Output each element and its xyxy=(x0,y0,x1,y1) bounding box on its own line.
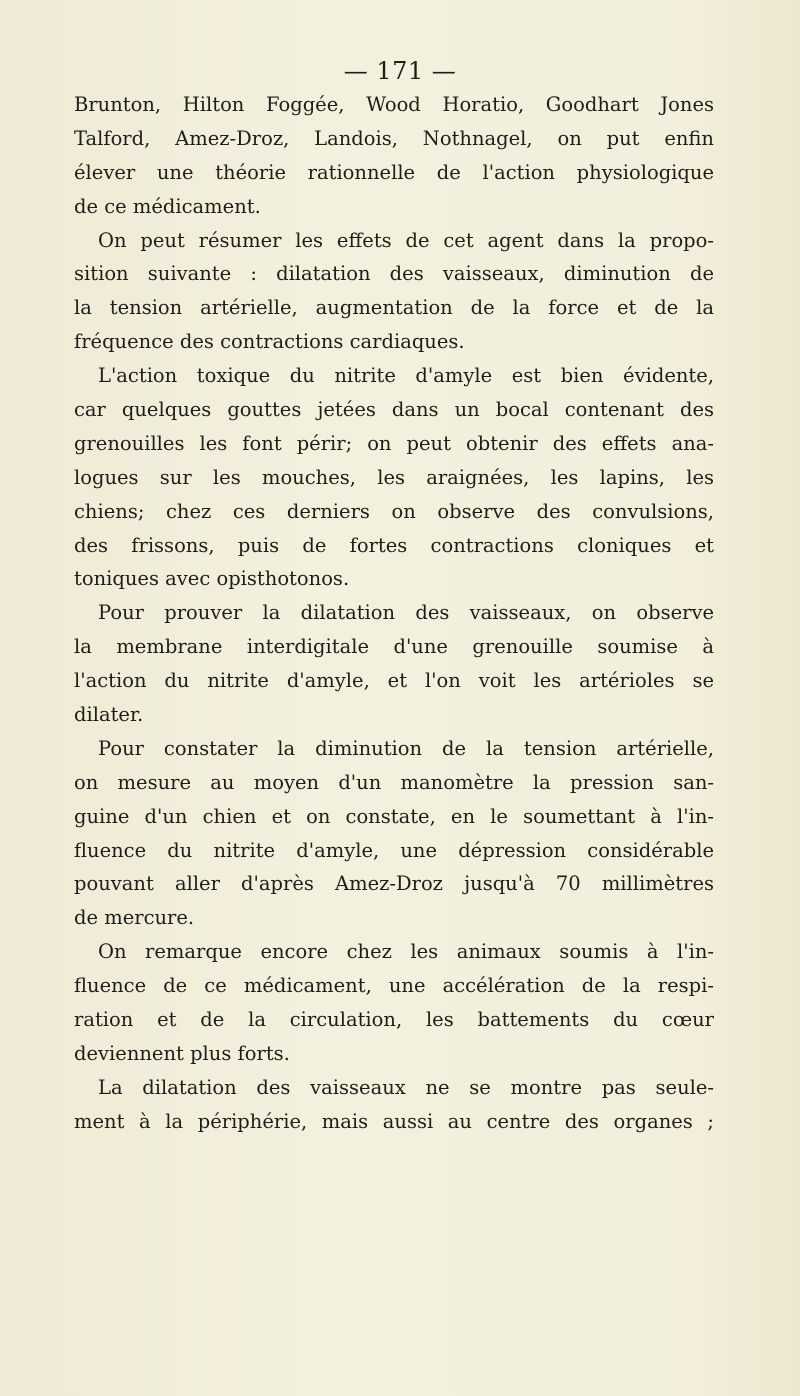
page-number: — 171 — xyxy=(343,57,457,85)
text-line: élever une théorie rationnelle de l'action physiologique xyxy=(74,160,714,184)
text-line: ration et de la circulation, les battements du cœur xyxy=(74,1008,714,1032)
text-line: l'action du nitrite d'amyle, et l'on voit les artérioles se xyxy=(74,669,714,693)
text-line: de ce médicament. xyxy=(74,194,261,218)
text-line: fluence de ce médicament, une accélération de la respi- xyxy=(74,974,714,998)
text-line: car quelques gouttes jetées dans un bocal contenant des xyxy=(74,398,714,422)
text-line: la membrane interdigitale d'une grenouille soumise à xyxy=(74,635,714,659)
text-line: fréquence des contractions cardiaques. xyxy=(74,330,465,354)
text-line: Pour constater la diminution de la tension artérielle, xyxy=(98,736,714,760)
text-line: La dilatation des vaisseaux ne se montre pas seule- xyxy=(98,1075,714,1099)
text-line: L'action toxique du nitrite d'amyle est bien évidente, xyxy=(98,364,714,388)
text-line: Brunton, Hilton Foggée, Wood Horatio, Goodhart Jones xyxy=(74,93,714,116)
text-line: fluence du nitrite d'amyle, une dépression considérable xyxy=(74,838,714,862)
text-line: sition suivante : dilatation des vaisseaux, diminution de xyxy=(74,262,714,286)
text-line: On peut résumer les effets de cet agent dans la propo- xyxy=(98,228,714,252)
text-line: Pour prouver la dilatation des vaisseaux, on observe xyxy=(98,601,714,625)
text-line: de mercure. xyxy=(74,906,195,930)
text-line: la tension artérielle, augmentation de la force et de la xyxy=(74,296,714,320)
text-line: guine d'un chien et on constate, en le soumettant à l'in- xyxy=(74,804,714,828)
text-line: pouvant aller d'après Amez-Droz jusqu'à 70 millimètres xyxy=(74,872,714,896)
text-line: toniques avec opisthotonos. xyxy=(74,567,350,591)
text-line: chiens; chez ces derniers on observe des convulsions, xyxy=(74,499,714,523)
text-line: Talford, Amez-Droz, Landois, Nothnagel, on put enfin xyxy=(74,126,714,150)
text-line: ment à la périphérie, mais aussi au centre des organes ; xyxy=(74,1109,714,1133)
text-line: dilater. xyxy=(74,703,144,727)
text-line: deviennent plus forts. xyxy=(74,1041,290,1065)
text-line: On remarque encore chez les animaux soumis à l'in- xyxy=(98,940,714,964)
text-line: des frissons, puis de fortes contractions cloniques et xyxy=(74,533,714,557)
text-line: on mesure au moyen d'un manomètre la pression san- xyxy=(74,770,714,794)
body-text xyxy=(74,88,714,1139)
text-line: grenouilles les font périr; on peut obtenir des effets ana- xyxy=(74,431,714,455)
text-line: logues sur les mouches, les araignées, les lapins, les xyxy=(74,465,714,489)
